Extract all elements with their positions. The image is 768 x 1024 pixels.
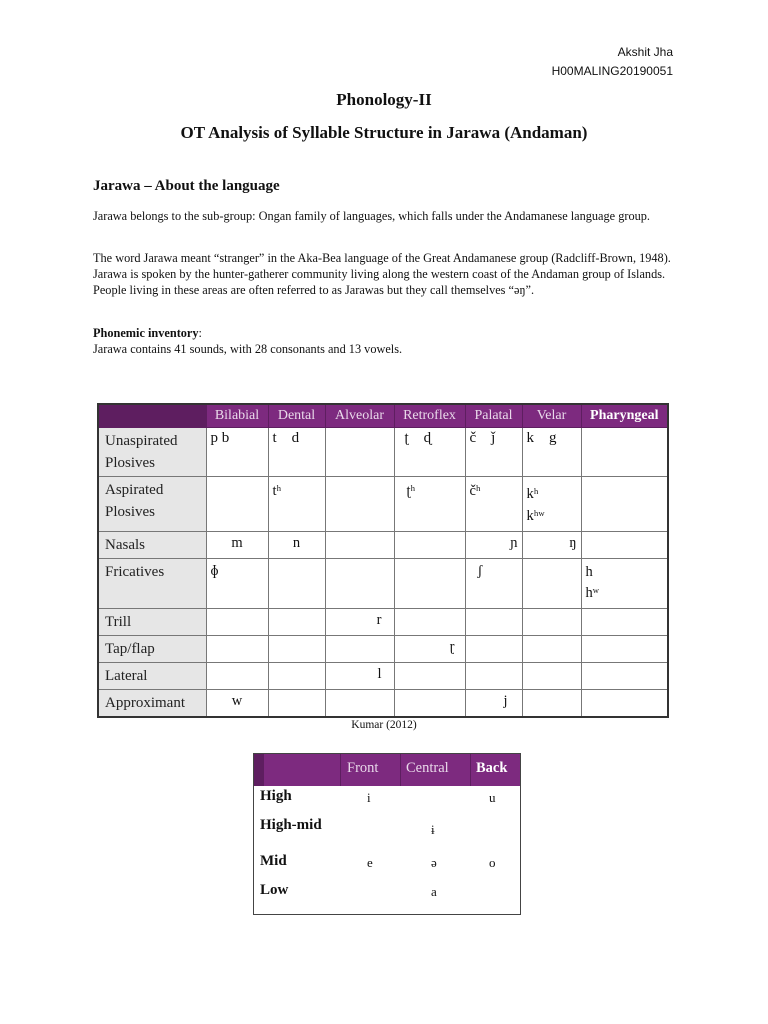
- cell-lat-pharyngeal: [581, 663, 668, 690]
- cell-approx-dental: [268, 690, 325, 718]
- cell-unasp-dental: t d: [268, 428, 325, 477]
- vowel-i: i: [367, 790, 371, 805]
- cell-asp-palatal: čʰ: [465, 477, 522, 532]
- cell-asp-alveolar: [325, 477, 394, 532]
- cell-unasp-alveolar: [325, 428, 394, 477]
- cell-nasal-velar: ŋ: [522, 532, 581, 559]
- cell-unasp-retroflex: ʈ ɖ: [394, 428, 465, 477]
- paragraph-subgroup: Jarawa belongs to the sub-group: Ongan family of languages, which falls under the Andamanese language group.: [93, 209, 650, 223]
- cell-lat-palatal: [465, 663, 522, 690]
- cell-fric-pharyngeal: [581, 559, 668, 609]
- inventory-text: Jarawa contains 41 sounds, with 28 consonants and 13 vowels.: [93, 342, 403, 356]
- cell-approx-retroflex: [394, 690, 465, 718]
- header-front: Front: [347, 760, 379, 776]
- cell-asp-dental: tʰ: [268, 477, 325, 532]
- cell-nasal-palatal: ɲ: [465, 532, 522, 559]
- row-label-unaspirated: Unaspirated Plosives: [98, 428, 206, 477]
- author-id: H00MALING20190051: [551, 64, 673, 78]
- cell-unasp-pharyngeal: [581, 428, 668, 477]
- cell-approx-pharyngeal: [581, 690, 668, 718]
- vowel-row-low: Low: [260, 882, 289, 898]
- cell-asp-velar: [522, 477, 581, 532]
- cell-lat-dental: [268, 663, 325, 690]
- cell-tap-bilabial: [206, 636, 268, 663]
- cell-unasp-palatal: č ǰ: [465, 428, 522, 477]
- cell-trill-palatal: [465, 609, 522, 636]
- vowel-a: a: [431, 884, 437, 899]
- inventory-colon: :: [198, 326, 202, 340]
- cell-trill-bilabial: [206, 609, 268, 636]
- cell-asp-pharyngeal: [581, 477, 668, 532]
- cell-tap-dental: [268, 636, 325, 663]
- cell-nasal-alveolar: [325, 532, 394, 559]
- table-row: [98, 428, 668, 477]
- vowel-schwa: ə: [431, 855, 437, 870]
- row-label-aspirated: Aspirated Plosives: [98, 477, 206, 532]
- header-bilabial: Bilabial: [206, 404, 268, 428]
- row-label-approximant: Approximant: [98, 690, 206, 718]
- row-label-tap: Tap/flap: [98, 636, 206, 663]
- row-label-nasals: Nasals: [98, 532, 206, 559]
- cell-trill-pharyngeal: [581, 609, 668, 636]
- cell-asp-bilabial: [206, 477, 268, 532]
- cell-trill-dental: [268, 609, 325, 636]
- vowel-header-row: [254, 754, 520, 786]
- cell-lat-alveolar: l: [325, 663, 394, 690]
- pharyngeal-hw: hʷ: [585, 585, 599, 601]
- header-velar: Velar: [522, 404, 581, 428]
- vowel-row-high-mid: High-mid: [260, 817, 322, 833]
- cell-fric-bilabial: ɸ: [206, 559, 268, 609]
- header-retroflex: Retroflex: [394, 404, 465, 428]
- document-title: Phonology-II: [336, 90, 432, 109]
- cell-approx-palatal: j: [465, 690, 522, 718]
- cell-fric-retroflex: [394, 559, 465, 609]
- table-row: [98, 636, 668, 663]
- table-row: [98, 532, 668, 559]
- cell-approx-bilabial: w: [206, 690, 268, 718]
- inventory-label: Phonemic inventory: [93, 326, 199, 340]
- vowel-e: e: [367, 855, 373, 870]
- cell-trill-alveolar: r: [325, 609, 394, 636]
- pharyngeal-h: h: [585, 564, 593, 580]
- author-name: Akshit Jha: [617, 45, 673, 59]
- consonant-header-corner: [98, 404, 206, 428]
- cell-fric-alveolar: [325, 559, 394, 609]
- cell-tap-pharyngeal: [581, 636, 668, 663]
- header-dental: Dental: [268, 404, 325, 428]
- cell-nasal-dental: n: [268, 532, 325, 559]
- vowel-o: o: [489, 855, 496, 870]
- cell-trill-velar: [522, 609, 581, 636]
- vowel-table: [253, 753, 521, 915]
- cell-approx-velar: [522, 690, 581, 718]
- velar-khw: kʰʷ: [526, 508, 545, 524]
- cell-asp-retroflex: ʈʰ: [394, 477, 465, 532]
- table-caption: Kumar (2012): [351, 719, 417, 731]
- cell-trill-retroflex: [394, 609, 465, 636]
- cell-fric-dental: [268, 559, 325, 609]
- cell-tap-retroflex: ɽ: [394, 636, 465, 663]
- cell-lat-bilabial: [206, 663, 268, 690]
- cell-lat-retroflex: [394, 663, 465, 690]
- vowel-header-divider: [470, 754, 471, 786]
- table-row: [98, 663, 668, 690]
- row-label-fricatives: Fricatives: [98, 559, 206, 609]
- cell-unasp-velar: k g: [522, 428, 581, 477]
- vowel-header-divider: [340, 754, 341, 786]
- cell-approx-alveolar: [325, 690, 394, 718]
- document-subtitle: OT Analysis of Syllable Structure in Jarawa (Andaman): [180, 123, 588, 142]
- cell-nasal-bilabial: m: [206, 532, 268, 559]
- table-row: [98, 690, 668, 718]
- cell-fric-velar: [522, 559, 581, 609]
- cell-nasal-retroflex: [394, 532, 465, 559]
- consonant-header-row: [98, 404, 668, 428]
- velar-kh: kʰ: [526, 486, 539, 502]
- vowel-row-high: High: [260, 788, 292, 804]
- cell-unasp-bilabial: p b: [206, 428, 268, 477]
- header-pharyngeal: Pharyngeal: [581, 404, 668, 428]
- vowel-u: u: [489, 790, 496, 805]
- header-alveolar: Alveolar: [325, 404, 394, 428]
- header-central: Central: [406, 760, 449, 776]
- cell-fric-palatal: ʃ: [465, 559, 522, 609]
- vowel-row-mid: Mid: [260, 853, 287, 869]
- header-palatal: Palatal: [465, 404, 522, 428]
- cell-lat-velar: [522, 663, 581, 690]
- cell-tap-palatal: [465, 636, 522, 663]
- vowel-header-divider: [400, 754, 401, 786]
- row-label-trill: Trill: [98, 609, 206, 636]
- header-back: Back: [476, 760, 508, 776]
- table-row: [98, 559, 668, 609]
- cell-nasal-pharyngeal: [581, 532, 668, 559]
- cell-tap-alveolar: [325, 636, 394, 663]
- section-heading: Jarawa – About the language: [93, 178, 280, 194]
- consonant-table: [97, 403, 669, 718]
- row-label-lateral: Lateral: [98, 663, 206, 690]
- table-row: [98, 609, 668, 636]
- paragraph-inventory: [93, 325, 683, 357]
- author-block: [552, 43, 673, 81]
- table-row: [98, 477, 668, 532]
- cell-tap-velar: [522, 636, 581, 663]
- vowel-barred-i: ɨ: [431, 822, 435, 837]
- vowel-header-corner: [254, 754, 264, 786]
- paragraph-etymology: The word Jarawa meant “stranger” in the Aka-Bea language of the Great Andamanese group (Radcliff-Brown, 1948). Jarawa is spoken by the hunter-gatherer community living along the western coast of the Andaman group of Islands. People living in these areas are often referred to as Jarawas but they call themselves “əŋ”.: [93, 251, 671, 297]
